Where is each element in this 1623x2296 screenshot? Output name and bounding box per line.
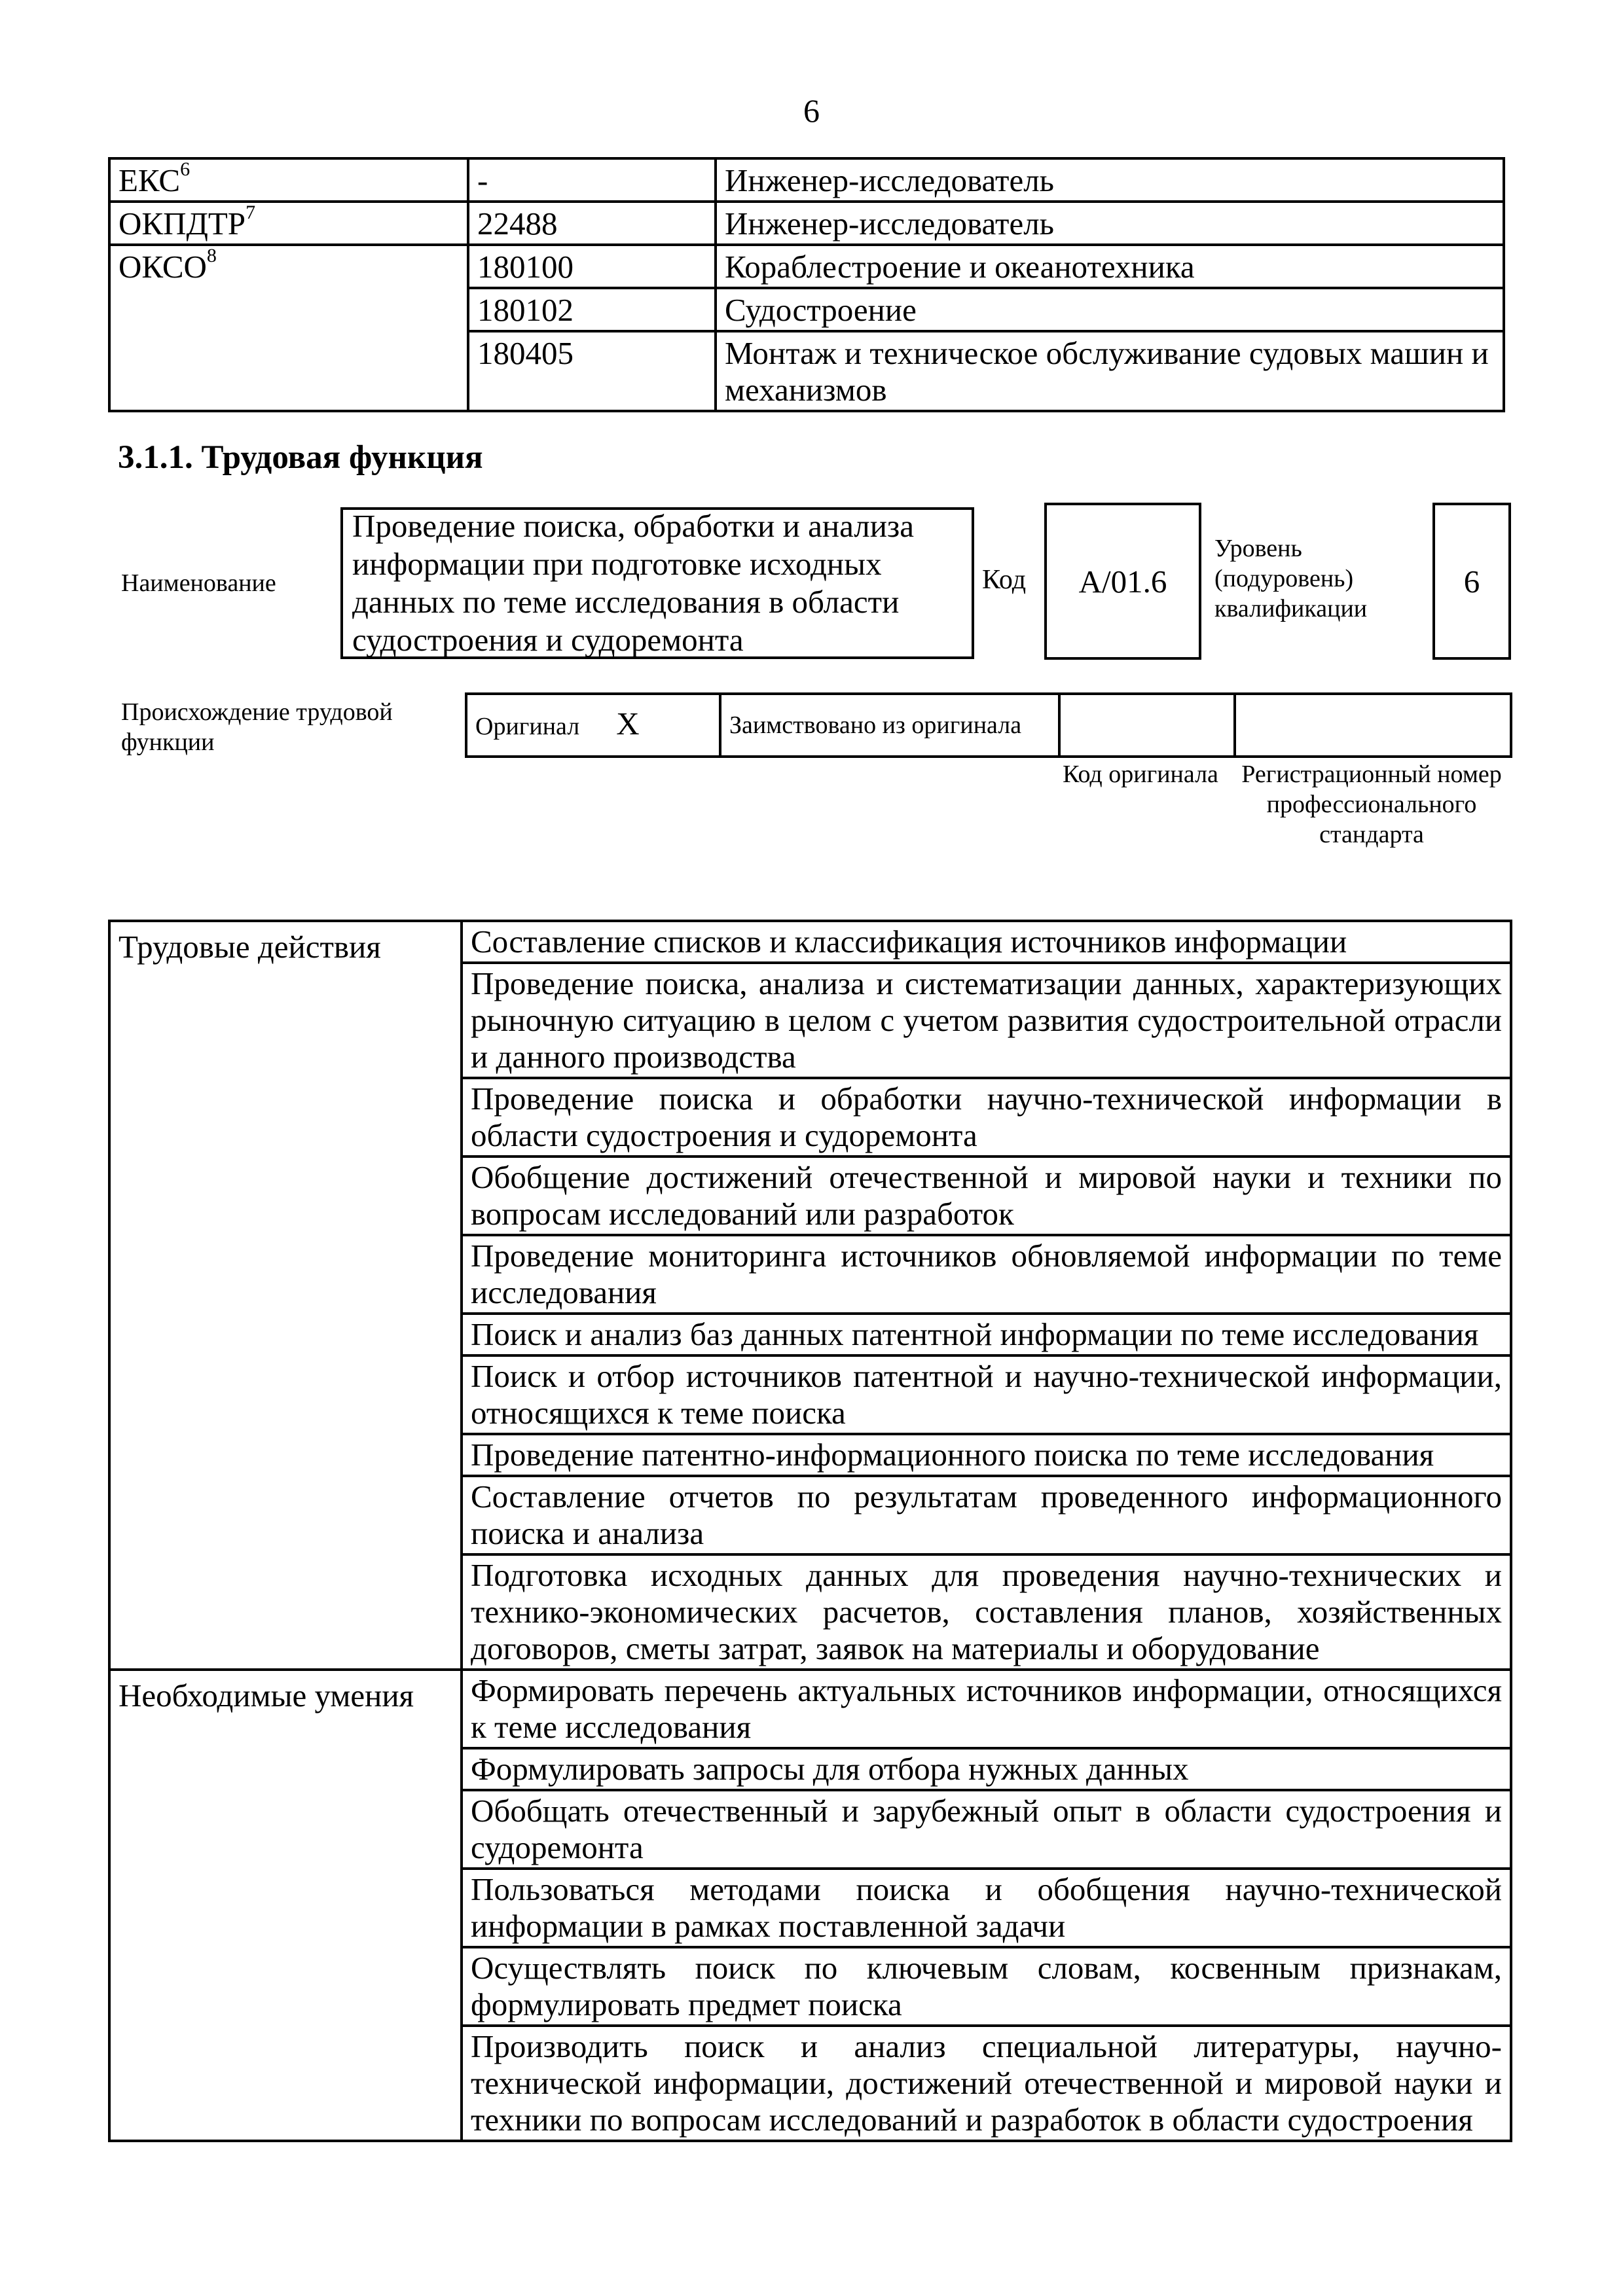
title-cell: Инженер-исследователь <box>716 202 1504 245</box>
classification-table <box>108 157 1505 412</box>
section-title: 3.1.1. Трудовая функция <box>118 439 483 476</box>
code-value: A/01.6 <box>1078 563 1167 600</box>
classifier-name: ОКПДТР <box>119 206 246 242</box>
original-mark: X <box>616 706 640 742</box>
labor-action-item: Составление списков и классификация источников информации <box>462 921 1511 963</box>
footnote-mark: 7 <box>246 202 256 223</box>
name-label: Наименование <box>121 569 276 597</box>
function-name: Проведение поиска, обработки и анализа информации при подготовке исходных данных по теме исследования в области судостроения и судоремонта <box>352 508 915 658</box>
table-row <box>109 202 1504 245</box>
code-cell: - <box>468 158 716 202</box>
classifier-name-cell <box>109 245 468 411</box>
classifier-name: ЕКС <box>119 162 181 198</box>
level-value: 6 <box>1463 563 1480 600</box>
labor-action-item: Составление отчетов по результатам проведенного информационного поиска и анализа <box>462 1476 1511 1554</box>
footnote-mark: 6 <box>180 158 191 180</box>
table-row <box>109 921 1511 963</box>
code-label: Код <box>982 565 1027 595</box>
labor-action-item: Проведение патентно-информационного поиска по теме исследования <box>462 1434 1511 1476</box>
table-row <box>109 158 1504 202</box>
table-row <box>109 1670 1511 1748</box>
function-name-box <box>340 507 974 659</box>
original-label: Оригинал <box>475 713 580 740</box>
code-cell: 180102 <box>468 288 716 331</box>
labor-actions-label: Трудовые действия <box>109 921 462 1670</box>
code-cell: 180405 <box>468 331 716 411</box>
labor-action-item: Поиск и анализ баз данных патентной информации по теме исследования <box>462 1314 1511 1355</box>
labor-actions-section <box>109 921 1511 1670</box>
required-skill-item: Производить поиск и анализ специальной литературы, научно-технической информации, достижений отечественной и мировой науки и техники по вопросам исследований и разработок в области судостроения <box>462 2026 1511 2141</box>
registration-number-cell <box>1235 694 1511 757</box>
function-content-table <box>108 920 1512 2142</box>
original-cell <box>466 694 720 757</box>
code-cell: 180100 <box>468 245 716 288</box>
required-skills-label: Необходимые умения <box>109 1670 462 2141</box>
code-original-caption: Код оригинала <box>1063 761 1218 788</box>
original-code-cell <box>1059 694 1235 757</box>
title-cell: Инженер-исследователь <box>716 158 1504 202</box>
page-number: 6 <box>803 92 820 129</box>
labor-action-item: Проведение поиска, анализа и систематизации данных, характеризующих рыночную ситуацию в целом с учетом развития судостроительной отрасли и данного производства <box>462 963 1511 1078</box>
title-cell: Кораблестроение и океанотехника <box>716 245 1504 288</box>
title-cell: Судостроение <box>716 288 1504 331</box>
code-cell: 22488 <box>468 202 716 245</box>
origin-label: Происхождение трудовой функции <box>121 698 393 756</box>
labor-action-item: Проведение поиска и обработки научно-технической информации в области судостроения и судоремонта <box>462 1078 1511 1157</box>
labor-action-item: Обобщение достижений отечественной и мировой науки и техники по вопросам исследований или разработок <box>462 1157 1511 1235</box>
classifier-name-cell <box>109 202 468 245</box>
labor-action-item: Подготовка исходных данных для проведения научно-технических и технико-экономических расчетов, составления планов, хозяйственных договоров, сметы затрат, заявок на материалы и оборудование <box>462 1554 1511 1670</box>
required-skill-item: Пользоваться методами поиска и обобщения научно-технической информации в рамках поставленной задачи <box>462 1869 1511 1947</box>
table-row <box>109 245 1504 288</box>
borrowed-cell: Заимствовано из оригинала <box>720 694 1059 757</box>
level-label: Уровень (подуровень) квалификации <box>1214 535 1368 622</box>
footnote-mark: 8 <box>206 245 217 266</box>
classifier-name: ОКСО <box>119 249 207 285</box>
required-skill-item: Формулировать запросы для отбора нужных данных <box>462 1748 1511 1790</box>
table-row <box>466 694 1511 757</box>
code-box <box>1044 503 1201 660</box>
labor-action-item: Проведение мониторинга источников обновляемой информации по теме исследования <box>462 1235 1511 1314</box>
registration-number-caption: Регистрационный номер профессионального стандарта <box>1241 761 1502 848</box>
classifier-name-cell <box>109 158 468 202</box>
required-skill-item: Осуществлять поиск по ключевым словам, косвенным признакам, формулировать предмет поиска <box>462 1947 1511 2026</box>
labor-action-item: Поиск и отбор источников патентной и научно-технической информации, относящихся к теме поиска <box>462 1355 1511 1434</box>
level-box <box>1432 503 1511 660</box>
required-skill-item: Обобщать отечественный и зарубежный опыт в области судостроения и судоремонта <box>462 1790 1511 1869</box>
title-cell: Монтаж и техническое обслуживание судовых машин и механизмов <box>716 331 1504 411</box>
required-skill-item: Формировать перечень актуальных источников информации, относящихся к теме исследования <box>462 1670 1511 1748</box>
origin-table <box>465 692 1512 758</box>
required-skills-section <box>109 1670 1511 2141</box>
